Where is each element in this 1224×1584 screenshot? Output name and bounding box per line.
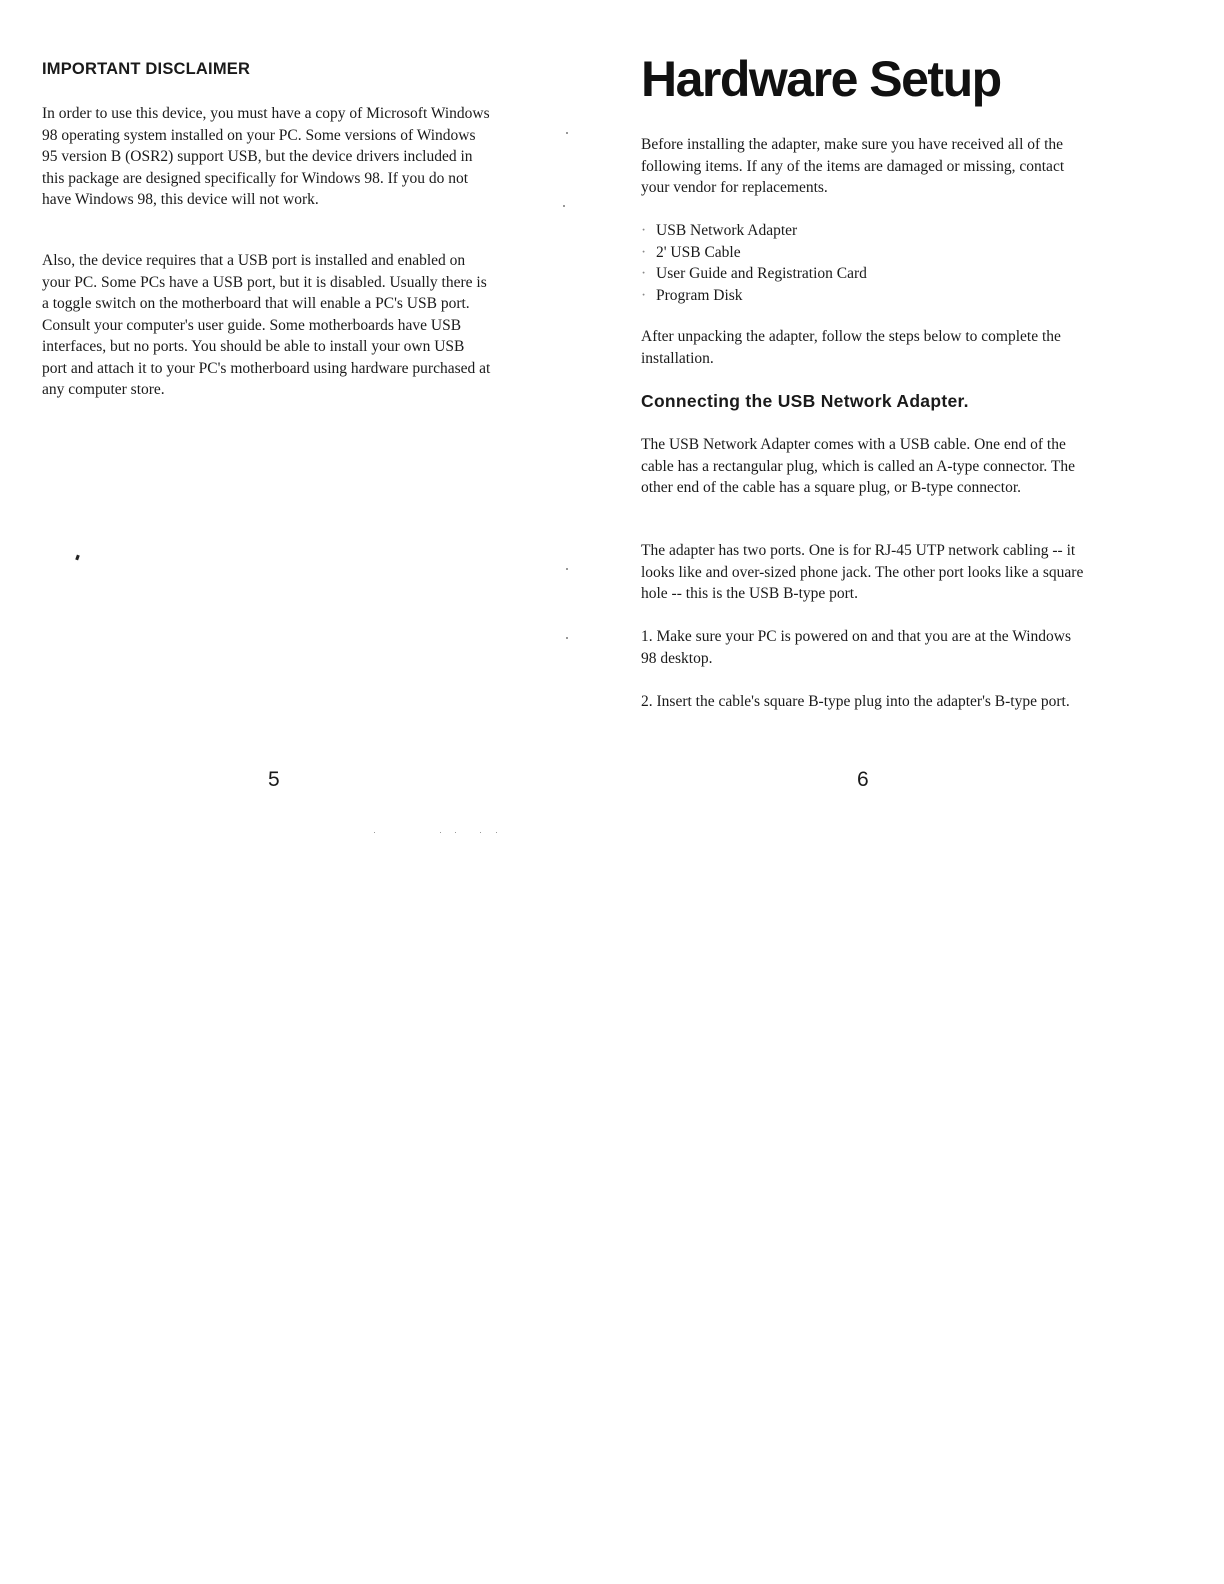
list-item-label: USB Network Adapter [656, 222, 798, 239]
scan-speck [480, 832, 481, 833]
disclaimer-heading: IMPORTANT DISCLAIMER [42, 60, 251, 78]
list-item [641, 285, 867, 307]
disclaimer-paragraph-usb-port: Also, the device requires that a USB port is installed and enabled on your PC. Some PCs have a USB port, but it is disabled. Usually there is a toggle switch on the motherboard that will enable a PC's USB port. Consult your computer's user guide. Some motherboards have USB interfaces, but no ports. You should be able to install your own USB port and attach it to your PC's motherboard using hardware purchased at any computer store. [42, 252, 491, 398]
page-number-right: 6 [857, 768, 869, 791]
list-item-label: User Guide and Registration Card [656, 265, 867, 282]
bullet-icon: · [641, 222, 647, 239]
list-item-label: Program Disk [656, 286, 743, 304]
scan-speck [440, 832, 441, 833]
section-heading: Connecting the USB Network Adapter. [641, 391, 969, 411]
page-number-left: 5 [268, 768, 280, 791]
scan-speck [75, 555, 80, 561]
scan-speck [374, 832, 375, 833]
scan-speck [563, 205, 565, 207]
bullet-icon: · [641, 286, 647, 304]
step-2: 2. Insert the cable's square B-type plug into the adapter's B-type port. [641, 693, 1070, 710]
scan-speck [455, 832, 456, 833]
disclaimer-paragraph-windows: In order to use this device, you must have a copy of Microsoft Windows 98 operating system installed on your PC. Some versions of Windows 95 version B (OSR2) support USB, but the device drivers included in this package are designed specifically for Windows 98. If you do not have Windows 98, this device will not work. [42, 105, 490, 208]
list-item [641, 242, 867, 264]
intro-paragraph: Before installing the adapter, make sure you have received all of the following items. If any of the items are damaged or missing, contact your vendor for replacements. [641, 136, 1065, 196]
scan-speck [566, 637, 568, 639]
after-unpacking-paragraph: After unpacking the adapter, follow the steps below to complete the installation. [641, 328, 1061, 367]
page-title: Hardware Setup [641, 51, 1001, 107]
ports-paragraph: The adapter has two ports. One is for RJ-45 UTP network cabling -- it looks like and over-sized phone jack. The other port looks like a square hole -- this is the USB B-type port. [641, 542, 1084, 602]
scan-speck [496, 832, 497, 833]
package-contents-list [641, 220, 867, 306]
bullet-icon: · [641, 243, 647, 261]
list-item-label: 2' USB Cable [656, 243, 741, 261]
bullet-icon: · [641, 265, 647, 282]
cable-paragraph: The USB Network Adapter comes with a USB cable. One end of the cable has a rectangular plug, which is called an A-type connector. The other end of the cable has a square plug, or B-type connector. [641, 436, 1075, 496]
scan-speck [566, 568, 568, 570]
step-1: 1. Make sure your PC is powered on and that you are at the Windows 98 desktop. [641, 628, 1071, 667]
list-item [641, 263, 867, 285]
list-item [641, 220, 867, 242]
scan-speck [566, 132, 568, 134]
